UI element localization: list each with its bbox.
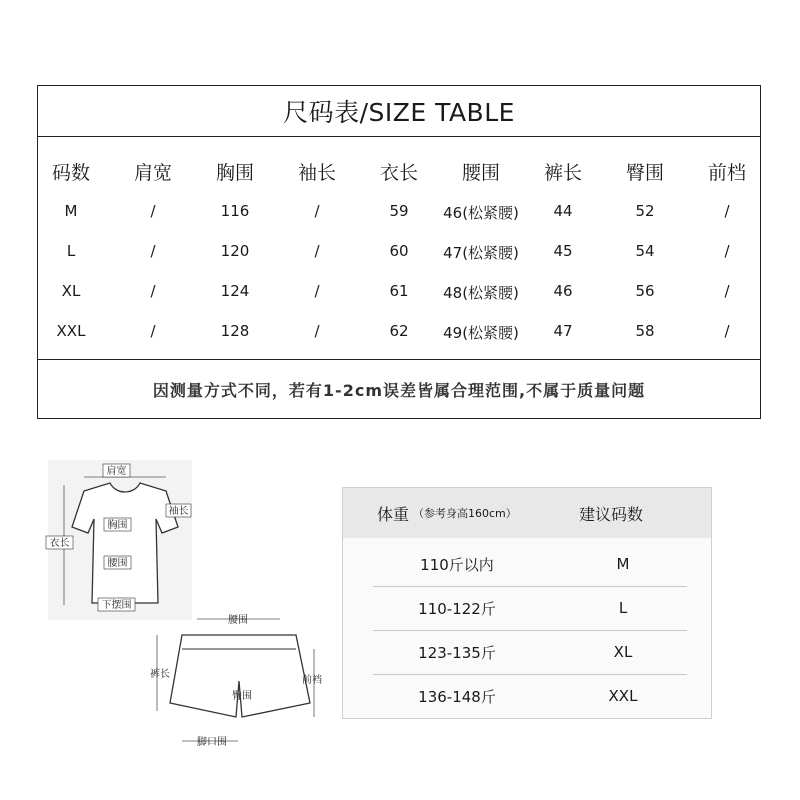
waist-note: (松紧腰)	[462, 284, 519, 302]
header-waist: 腰围	[461, 162, 500, 184]
rise-value: /	[724, 282, 730, 300]
hem-label: 下摆围	[101, 600, 132, 611]
header-shoulder: 肩宽	[133, 162, 172, 184]
weight-table-header	[343, 488, 711, 538]
waist-note: (松紧腰)	[462, 244, 519, 262]
pants-value: 45	[553, 242, 573, 260]
waist-value	[432, 242, 530, 263]
rise-value: /	[724, 322, 730, 340]
sleeve-value: /	[314, 202, 320, 220]
hip-value: 54	[635, 242, 655, 260]
shoulder-value: /	[150, 282, 156, 300]
header-hip: 臀围	[625, 162, 664, 184]
shorts-waist-label: 腰围	[228, 615, 248, 626]
size-header-row	[38, 158, 760, 185]
rise-value: /	[724, 202, 730, 220]
size-table-title: 尺码表/SIZE TABLE	[38, 86, 760, 137]
shorts-rise-label: 前裆	[302, 675, 322, 686]
waist-label: 腰围	[107, 558, 128, 569]
weight-value: 123-135斤	[418, 643, 496, 662]
size-value: L	[66, 242, 76, 260]
recommended-size: XXL	[608, 687, 638, 705]
shoulder-value: /	[150, 322, 156, 340]
rise-value: /	[724, 242, 730, 260]
hip-value: 56	[635, 282, 655, 300]
length-label: 衣长	[49, 538, 70, 549]
weight-row	[373, 542, 687, 587]
measurement-diagram	[42, 455, 342, 755]
pants-value: 47	[553, 322, 573, 340]
header-rise: 前档	[707, 162, 746, 184]
weight-header-note: （参考身高160cm）	[413, 507, 517, 520]
chest-value: 120	[220, 242, 250, 260]
pants-value: 46	[553, 282, 573, 300]
weight-header: 体重	[377, 504, 410, 524]
chest-value: 116	[220, 202, 250, 220]
waist-value	[432, 202, 530, 223]
weight-row	[373, 674, 687, 718]
weight-value: 136-148斤	[418, 687, 496, 706]
shoulder-value: /	[150, 202, 156, 220]
hip-value: 52	[635, 202, 655, 220]
shoulder-label: 肩宽	[106, 466, 127, 477]
recommended-size: L	[618, 599, 628, 617]
chest-label: 胸围	[107, 520, 128, 531]
header-length: 衣长	[379, 162, 418, 184]
weight-row	[373, 630, 687, 675]
pants-value: 44	[553, 202, 573, 220]
length-value: 60	[389, 242, 409, 260]
recommended-size: M	[616, 555, 630, 573]
shorts-length-label: 裤长	[150, 669, 170, 680]
weight-size-table	[342, 487, 712, 719]
length-value: 61	[389, 282, 409, 300]
size-value: XXL	[56, 322, 86, 340]
header-sleeve: 袖长	[297, 162, 336, 184]
sleeve-value: /	[314, 282, 320, 300]
waist-number: 49	[443, 324, 463, 342]
shorts-outline	[170, 635, 310, 717]
shorts-leg-opening-label: 脚口围	[197, 737, 227, 748]
waist-number: 46	[443, 204, 463, 222]
size-row	[38, 322, 760, 343]
measurement-note: 因测量方式不同，若有1-2cm误差皆属合理范围,不属于质量问题	[38, 359, 760, 418]
size-value: XL	[61, 282, 81, 300]
size-table	[37, 85, 761, 419]
waist-note: (松紧腰)	[462, 204, 519, 222]
header-size: 码数	[51, 162, 90, 184]
sleeve-value: /	[314, 322, 320, 340]
chest-value: 124	[220, 282, 250, 300]
size-row	[38, 202, 760, 223]
weight-value: 110斤以内	[420, 555, 494, 574]
header-chest: 胸围	[215, 162, 254, 184]
header-pants: 裤长	[543, 162, 582, 184]
shoulder-value: /	[150, 242, 156, 260]
waist-value	[432, 322, 530, 343]
size-header: 建议码数	[579, 504, 644, 524]
size-row	[38, 242, 760, 263]
size-grid	[38, 136, 760, 360]
recommended-size: XL	[613, 643, 633, 661]
shorts-hip-label: 臀围	[232, 691, 252, 702]
weight-row	[373, 586, 687, 631]
length-value: 59	[389, 202, 409, 220]
waist-value	[432, 282, 530, 303]
waist-number: 47	[443, 244, 463, 262]
sleeve-value: /	[314, 242, 320, 260]
hip-value: 58	[635, 322, 655, 340]
length-value: 62	[389, 322, 409, 340]
weight-value: 110-122斤	[418, 599, 496, 618]
size-value: M	[64, 202, 78, 220]
size-row	[38, 282, 760, 303]
chest-value: 128	[220, 322, 250, 340]
waist-number: 48	[443, 284, 463, 302]
waist-note: (松紧腰)	[462, 324, 519, 342]
sleeve-label: 袖长	[168, 506, 189, 517]
